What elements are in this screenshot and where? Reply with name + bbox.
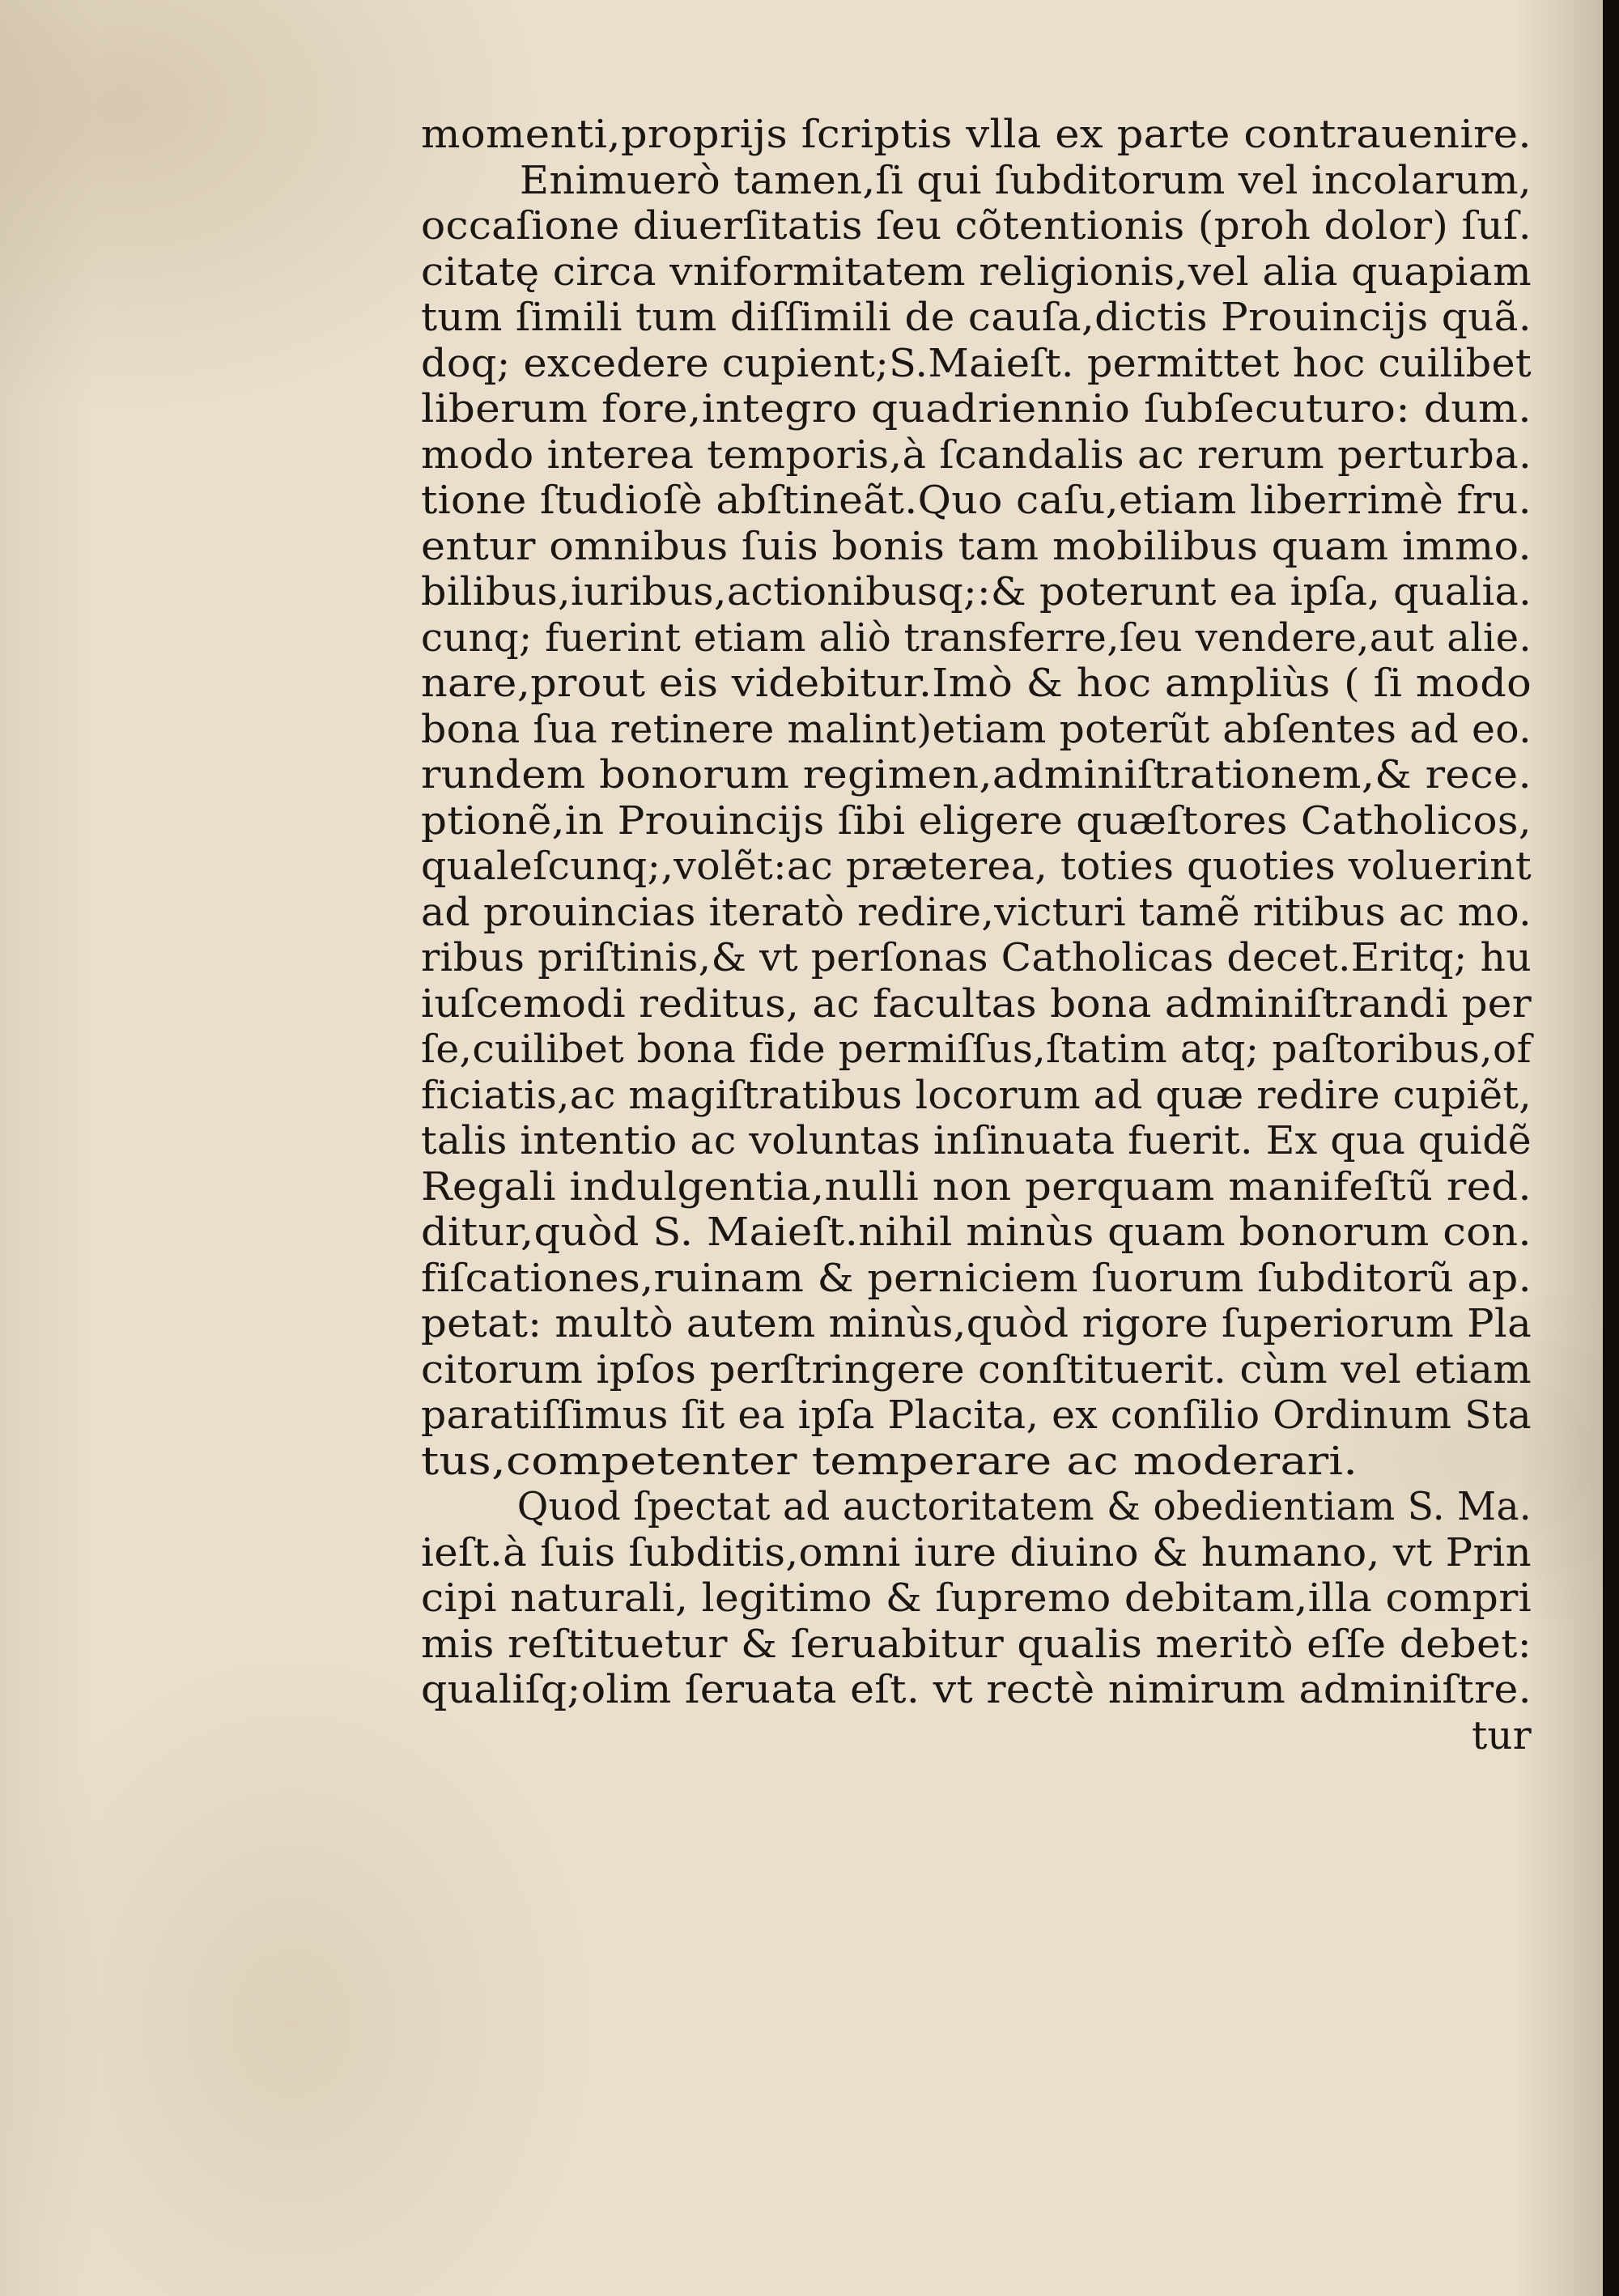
text-line: qualiſq;olim ſeruata eſt. vt rectè nimirum adminiſtre.	[421, 1667, 1532, 1712]
catchword: tur	[1471, 1712, 1532, 1758]
text-line: iuſcemodi reditus, ac facultas bona adminiſtrandi per	[421, 980, 1532, 1027]
text-line: Quod ſpectat ad auctoritatem & obedientiam S. Ma.	[516, 1484, 1532, 1529]
text-line: ribus priſtinis,& vt perſonas Catholicas decet.Eritq; hu	[421, 935, 1532, 980]
text-line: ptionẽ,in Prouincijs ſibi eligere quæſtores Catholicos,	[421, 797, 1532, 844]
page-edge	[1603, 0, 1611, 2296]
text-line: tus,competenter temperare ac moderari.	[421, 1438, 1358, 1484]
text-line: Regali indulgentia,nulli non perquam manifeſtũ red.	[421, 1163, 1532, 1210]
text-line: ditur,quòd S. Maieſt.nihil minùs quam bonorum con.	[421, 1210, 1532, 1255]
text-line: entur omnibus ſuis bonis tam mobilibus quam immo.	[421, 523, 1532, 569]
text-line: paratiſſimus ſit ea ipſa Placita, ex conſilio Ordinum Sta	[421, 1392, 1532, 1438]
text-line: tum ſimili tum diſſimili de cauſa,dictis Prouincijs quã.	[421, 295, 1532, 340]
text-line: rundem bonorum regimen,adminiſtrationem,& rece.	[421, 752, 1532, 797]
text-line: tione ſtudioſè abſtineãt.Quo caſu,etiam liberrimè fru.	[421, 478, 1532, 523]
text-line: ficiatis,ac magiſtratibus locorum ad quæ redire cupiẽt,	[421, 1072, 1532, 1118]
text-line: mis reſtituetur & ſeruabitur qualis meritò eſſe debet:	[421, 1621, 1532, 1667]
text-line: ieſt.à ſuis ſubditis,omni iure diuino & humano, vt Prin	[421, 1529, 1532, 1575]
text-line: nare,prout eis videbitur.Imò & hoc ampliùs ( ſi modo	[421, 661, 1532, 706]
text-line: fiſcationes,ruinam & perniciem ſuorum ſubditorũ ap.	[421, 1255, 1532, 1301]
text-line: bilibus,iuribus,actionibusq;:& poterunt ea ipſa, qualia.	[421, 569, 1532, 614]
text-line: petat: multò autem minùs,quòd rigore ſuperiorum Pla	[421, 1301, 1532, 1346]
text-line: occaſione diuerſitatis ſeu cõtentionis (proh dolor) ſuſ.	[421, 203, 1532, 249]
text-line: citatę circa vniformitatem religionis,vel alia quapiam	[421, 249, 1532, 295]
text-line: Enimuerò tamen,ſi qui ſubditorum vel incolarum,	[519, 157, 1532, 203]
text-line: momenti,proprijs ſcriptis vlla ex parte contrauenire.	[421, 112, 1532, 157]
text-line: qualeſcunq;,volẽt:ac præterea, toties quoties voluerint	[421, 844, 1532, 889]
text-line: talis intentio ac voluntas inſinuata fuerit. Ex qua quidẽ	[421, 1118, 1532, 1163]
text-line: ad prouincias iteratò redire,victuri tamẽ ritibus ac mo.	[421, 889, 1532, 935]
text-line: cipi naturali, legitimo & ſupremo debitam,illa compri	[421, 1575, 1532, 1621]
text-line: cunq; fuerint etiam aliò transferre,ſeu vendere,aut alie.	[421, 614, 1532, 661]
body-text	[421, 112, 1532, 1758]
text-line: doq; excedere cupient;S.Maieſt. permittet hoc cuilibet	[421, 340, 1532, 386]
text-line: bona ſua retinere malint)etiam poterũt abſentes ad eo.	[421, 706, 1532, 752]
text-line: modo interea temporis,à ſcandalis ac rerum perturba.	[421, 432, 1532, 478]
text-line: ſe,cuilibet bona fide permiſſus,ſtatim atq; paſtoribus,of	[421, 1027, 1532, 1072]
text-line: liberum fore,integro quadriennio ſubſecuturo: dum.	[421, 386, 1532, 432]
text-line: citorum ipſos perſtringere conſtituerit. cùm vel etiam	[421, 1346, 1532, 1392]
